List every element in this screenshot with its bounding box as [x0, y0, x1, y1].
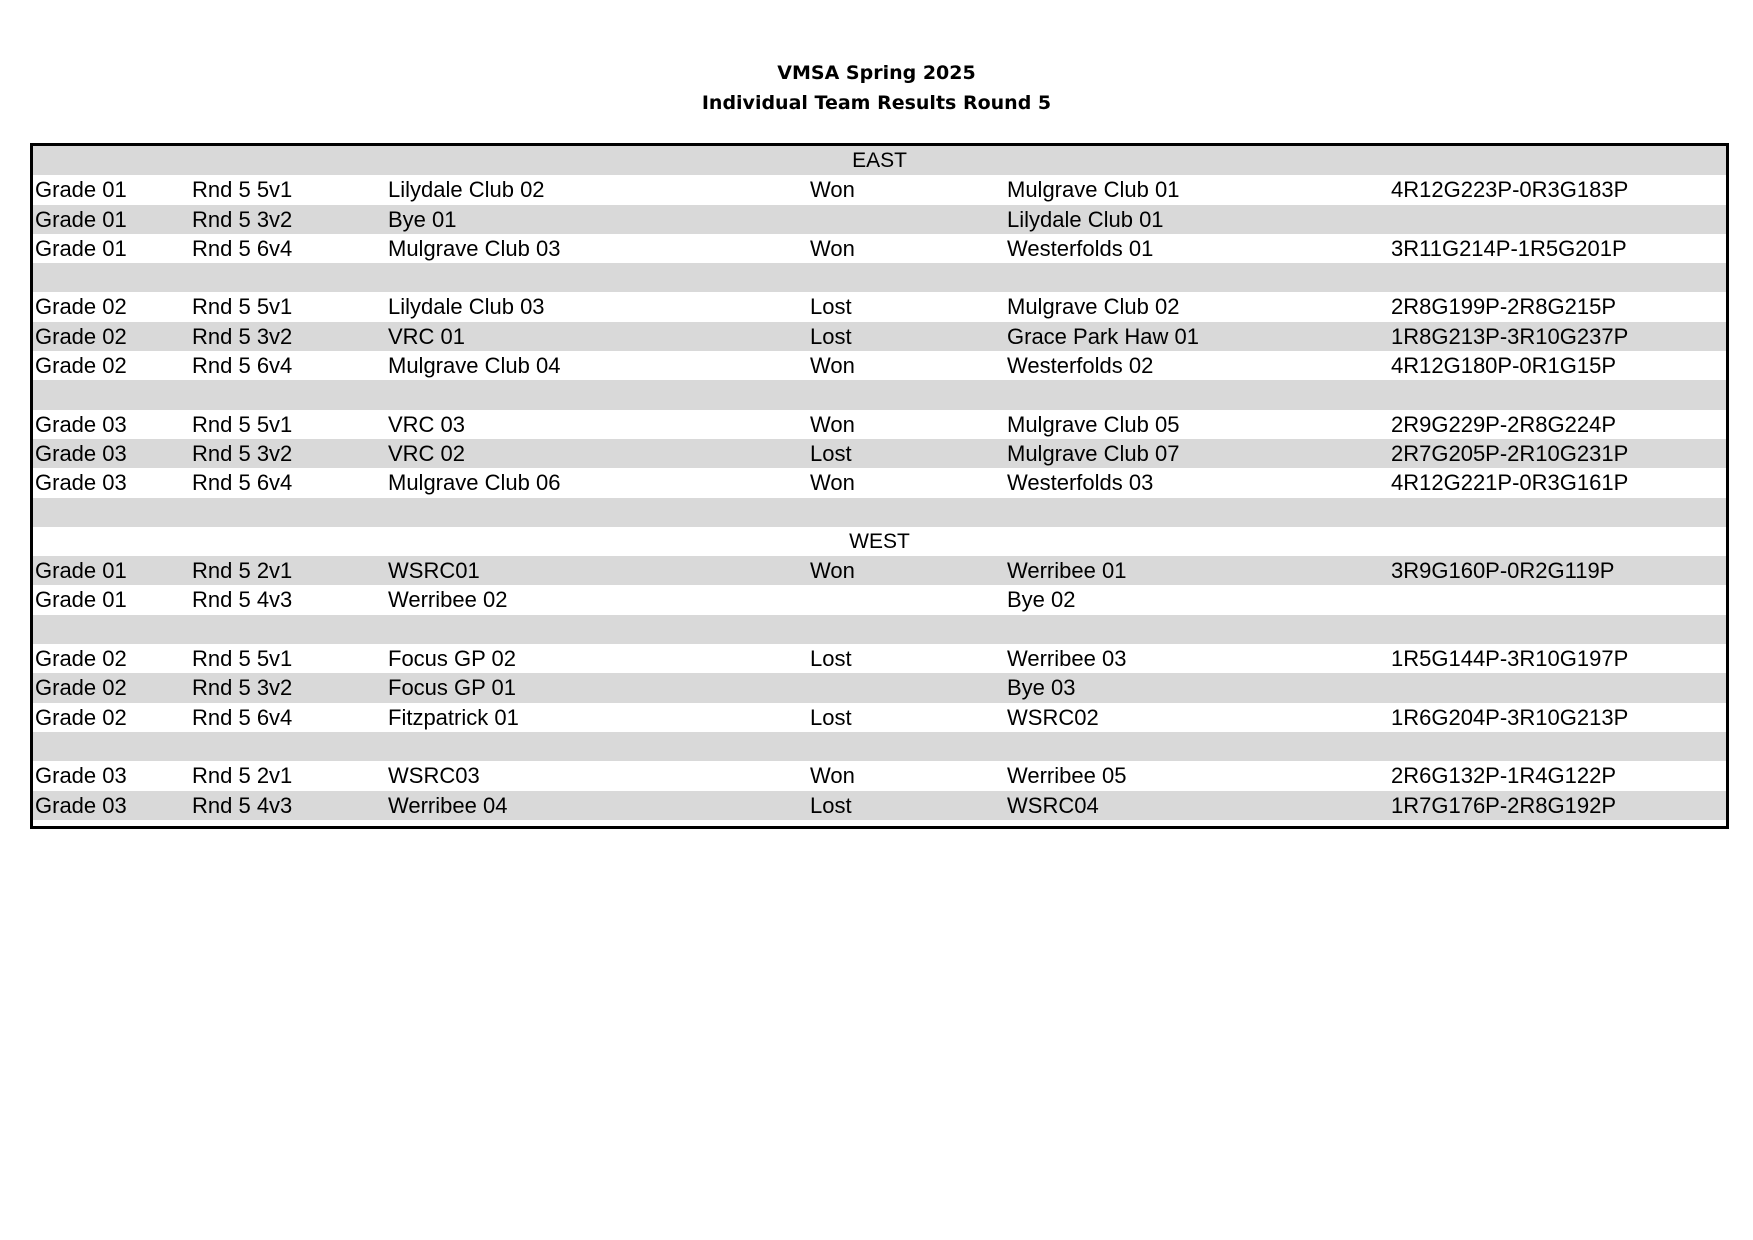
cell-round: Rnd 5 5v1 [192, 411, 293, 437]
table-row [33, 556, 1726, 585]
cell-team: WSRC01 [388, 558, 480, 584]
cell-score: 3R11G214P-1R5G201P [1391, 235, 1627, 261]
cell-score: 2R9G229P-2R8G224P [1391, 411, 1617, 437]
cell-team: Werribee 04 [388, 792, 508, 818]
cell-score: 1R6G204P-3R10G213P [1391, 704, 1629, 730]
table-row [33, 175, 1726, 204]
table-row [33, 234, 1726, 263]
cell-result: Won [810, 353, 855, 379]
cell-score: 1R8G213P-3R10G237P [1391, 323, 1629, 349]
table-row [33, 673, 1726, 702]
cell-score: 4R12G180P-0R1G15P [1391, 353, 1617, 379]
cell-round: Rnd 5 3v2 [192, 206, 293, 232]
cell-score: 2R6G132P-1R4G122P [1391, 763, 1617, 789]
cell-opponent: Mulgrave Club 05 [1007, 411, 1180, 437]
table-row [33, 439, 1726, 468]
cell-result: Won [810, 177, 855, 203]
cell-score: 3R9G160P-0R2G119P [1391, 558, 1615, 584]
spacer-row [33, 380, 1726, 409]
cell-team: Werribee 02 [388, 587, 508, 613]
spacer-row [33, 263, 1726, 292]
cell-round: Rnd 5 2v1 [192, 763, 293, 789]
cell-result: Lost [810, 323, 852, 349]
cell-grade: Grade 03 [35, 470, 127, 496]
cell-round: Rnd 5 4v3 [192, 587, 293, 613]
cell-opponent: WSRC04 [1007, 792, 1099, 818]
cell-grade: Grade 02 [35, 353, 127, 379]
table-row [33, 410, 1726, 439]
spacer-row [33, 498, 1726, 527]
cell-team: Mulgrave Club 06 [388, 470, 561, 496]
document-header [0, 58, 1753, 118]
section-header-row [33, 146, 1726, 175]
table-row [33, 351, 1726, 380]
cell-grade: Grade 02 [35, 646, 127, 672]
cell-result: Won [810, 235, 855, 261]
cell-team: WSRC03 [388, 763, 480, 789]
cell-round: Rnd 5 6v4 [192, 353, 293, 379]
cell-grade: Grade 01 [35, 206, 127, 232]
cell-round: Rnd 5 5v1 [192, 177, 293, 203]
section-header-row [33, 527, 1726, 556]
section-title: EAST [852, 149, 907, 172]
table-row [33, 468, 1726, 497]
cell-opponent: WSRC02 [1007, 704, 1099, 730]
cell-team: Bye 01 [388, 206, 457, 232]
cell-opponent: Werribee 03 [1007, 646, 1127, 672]
cell-score: 4R12G221P-0R3G161P [1391, 470, 1629, 496]
cell-result: Lost [810, 294, 852, 320]
cell-round: Rnd 5 5v1 [192, 294, 293, 320]
cell-result: Lost [810, 792, 852, 818]
results-table [30, 143, 1729, 829]
table-row [33, 205, 1726, 234]
cell-result: Lost [810, 440, 852, 466]
cell-grade: Grade 01 [35, 177, 127, 203]
cell-grade: Grade 01 [35, 235, 127, 261]
cell-team: Fitzpatrick 01 [388, 704, 519, 730]
cell-round: Rnd 5 5v1 [192, 646, 293, 672]
cell-opponent: Werribee 05 [1007, 763, 1127, 789]
cell-round: Rnd 5 6v4 [192, 470, 293, 496]
cell-round: Rnd 5 6v4 [192, 235, 293, 261]
table-row [33, 644, 1726, 673]
cell-grade: Grade 02 [35, 323, 127, 349]
cell-grade: Grade 03 [35, 763, 127, 789]
cell-grade: Grade 03 [35, 440, 127, 466]
cell-score: 1R7G176P-2R8G192P [1391, 792, 1617, 818]
cell-grade: Grade 02 [35, 675, 127, 701]
cell-round: Rnd 5 3v2 [192, 440, 293, 466]
cell-team: Lilydale Club 02 [388, 177, 545, 203]
cell-result: Lost [810, 646, 852, 672]
document-title: VMSA Spring 2025 [777, 62, 976, 84]
cell-team: Mulgrave Club 03 [388, 235, 561, 261]
cell-opponent: Westerfolds 01 [1007, 235, 1154, 261]
spacer-row [33, 732, 1726, 761]
cell-opponent: Mulgrave Club 07 [1007, 440, 1180, 466]
cell-team: Mulgrave Club 04 [388, 353, 561, 379]
cell-score: 1R5G144P-3R10G197P [1391, 646, 1629, 672]
cell-grade: Grade 03 [35, 792, 127, 818]
cell-grade: Grade 02 [35, 294, 127, 320]
cell-opponent: Mulgrave Club 02 [1007, 294, 1180, 320]
table-row [33, 761, 1726, 790]
table-row [33, 791, 1726, 820]
document-subtitle: Individual Team Results Round 5 [701, 92, 1052, 114]
table-row [33, 585, 1726, 614]
cell-result: Won [810, 411, 855, 437]
cell-grade: Grade 01 [35, 587, 127, 613]
section-title: WEST [849, 529, 910, 553]
cell-team: Focus GP 01 [388, 675, 516, 701]
cell-opponent: Westerfolds 02 [1007, 353, 1154, 379]
table-row [33, 322, 1726, 351]
cell-opponent: Mulgrave Club 01 [1007, 177, 1180, 203]
spacer-row [33, 615, 1726, 644]
cell-opponent: Werribee 01 [1007, 558, 1127, 584]
cell-team: Lilydale Club 03 [388, 294, 545, 320]
cell-score: 2R8G199P-2R8G215P [1391, 294, 1617, 320]
cell-team: VRC 02 [388, 440, 466, 466]
cell-team: Focus GP 02 [388, 646, 516, 672]
cell-score: 2R7G205P-2R10G231P [1391, 440, 1629, 466]
cell-opponent: Bye 02 [1007, 587, 1076, 613]
cell-result: Won [810, 470, 855, 496]
cell-grade: Grade 01 [35, 558, 127, 584]
cell-grade: Grade 03 [35, 411, 127, 437]
cell-round: Rnd 5 3v2 [192, 323, 293, 349]
cell-team: VRC 01 [388, 323, 466, 349]
cell-opponent: Westerfolds 03 [1007, 470, 1154, 496]
cell-round: Rnd 5 4v3 [192, 792, 293, 818]
cell-opponent: Lilydale Club 01 [1007, 206, 1164, 232]
cell-result: Won [810, 558, 855, 584]
cell-result: Lost [810, 704, 852, 730]
cell-round: Rnd 5 6v4 [192, 704, 293, 730]
cell-result: Won [810, 763, 855, 789]
cell-round: Rnd 5 2v1 [192, 558, 293, 584]
cell-opponent: Bye 03 [1007, 675, 1076, 701]
cell-team: VRC 03 [388, 411, 466, 437]
cell-grade: Grade 02 [35, 704, 127, 730]
table-row [33, 703, 1726, 732]
table-row [33, 292, 1726, 321]
cell-score: 4R12G223P-0R3G183P [1391, 177, 1629, 203]
cell-round: Rnd 5 3v2 [192, 675, 293, 701]
cell-opponent: Grace Park Haw 01 [1007, 323, 1199, 349]
